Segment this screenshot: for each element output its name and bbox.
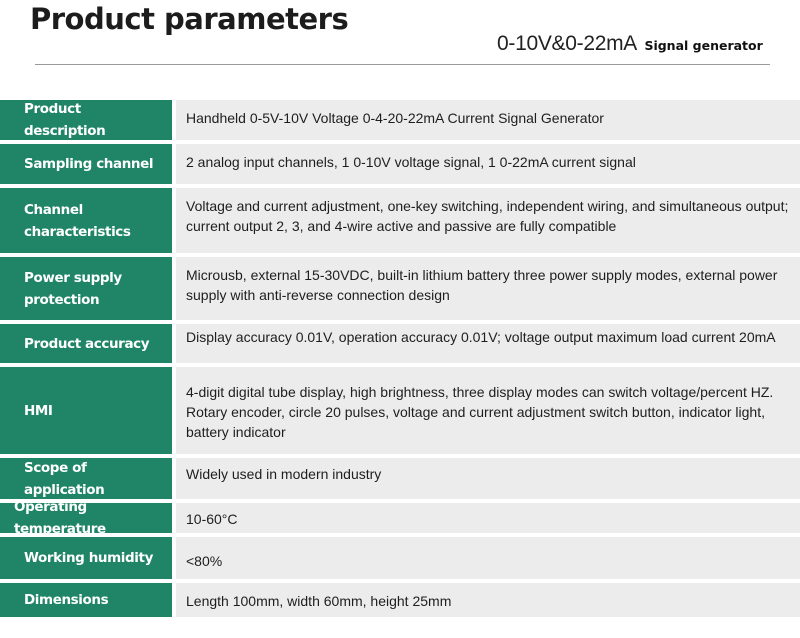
row-label: HMI <box>0 367 172 454</box>
row-value: Widely used in modern industry <box>176 458 800 499</box>
page-title: Product parameters <box>30 2 349 36</box>
row-label: Channel characteristics <box>0 188 172 253</box>
table-row <box>0 100 800 140</box>
table-row <box>0 458 800 499</box>
signal-range-text: 0-10V&0-22mA <box>497 32 637 55</box>
row-label: Power supply protection <box>0 257 172 320</box>
row-value: Voltage and current adjustment, one-key switching, independent wiring, and simultaneous output; current output 2, 3, and 4-wire active and passive are fully compatible <box>176 188 800 253</box>
parameters-table <box>0 100 800 621</box>
table-row <box>0 537 800 579</box>
row-value: 10-60°C <box>176 503 800 533</box>
table-row <box>0 257 800 320</box>
row-label: Product accuracy <box>0 324 172 363</box>
table-row <box>0 583 800 617</box>
table-row <box>0 188 800 253</box>
product-type-text: Signal generator <box>644 38 763 53</box>
row-value: 2 analog input channels, 1 0-10V voltage signal, 1 0-22mA current signal <box>176 144 800 184</box>
row-label: Scope of application <box>0 458 172 499</box>
row-label: Operating temperature <box>0 503 172 533</box>
table-row <box>0 144 800 184</box>
table-row <box>0 324 800 363</box>
row-label: Product description <box>0 100 172 140</box>
header-divider <box>35 64 770 65</box>
table-row <box>0 499 800 537</box>
row-value: Microusb, external 15-30VDC, built-in lithium battery three power supply modes, external power supply with anti-reverse connection design <box>176 257 800 320</box>
row-value: 4-digit digital tube display, high brightness, three display modes can switch voltage/percent HZ. Rotary encoder, circle 20 pulses, voltage and current adjustment switch button, indicator light, battery indicator <box>176 367 800 454</box>
row-value: Handheld 0-5V-10V Voltage 0-4-20-22mA Current Signal Generator <box>176 100 800 140</box>
row-label: Working humidity <box>0 537 172 579</box>
row-label: Sampling channel <box>0 144 172 184</box>
table-row <box>0 367 800 454</box>
row-value: <80% <box>176 537 800 579</box>
row-value: Display accuracy 0.01V, operation accuracy 0.01V; voltage output maximum load current 20mA <box>176 324 800 363</box>
row-label: Dimensions <box>0 583 172 617</box>
row-value: Length 100mm, width 60mm, height 25mm <box>176 583 800 617</box>
product-subtitle <box>497 32 763 56</box>
